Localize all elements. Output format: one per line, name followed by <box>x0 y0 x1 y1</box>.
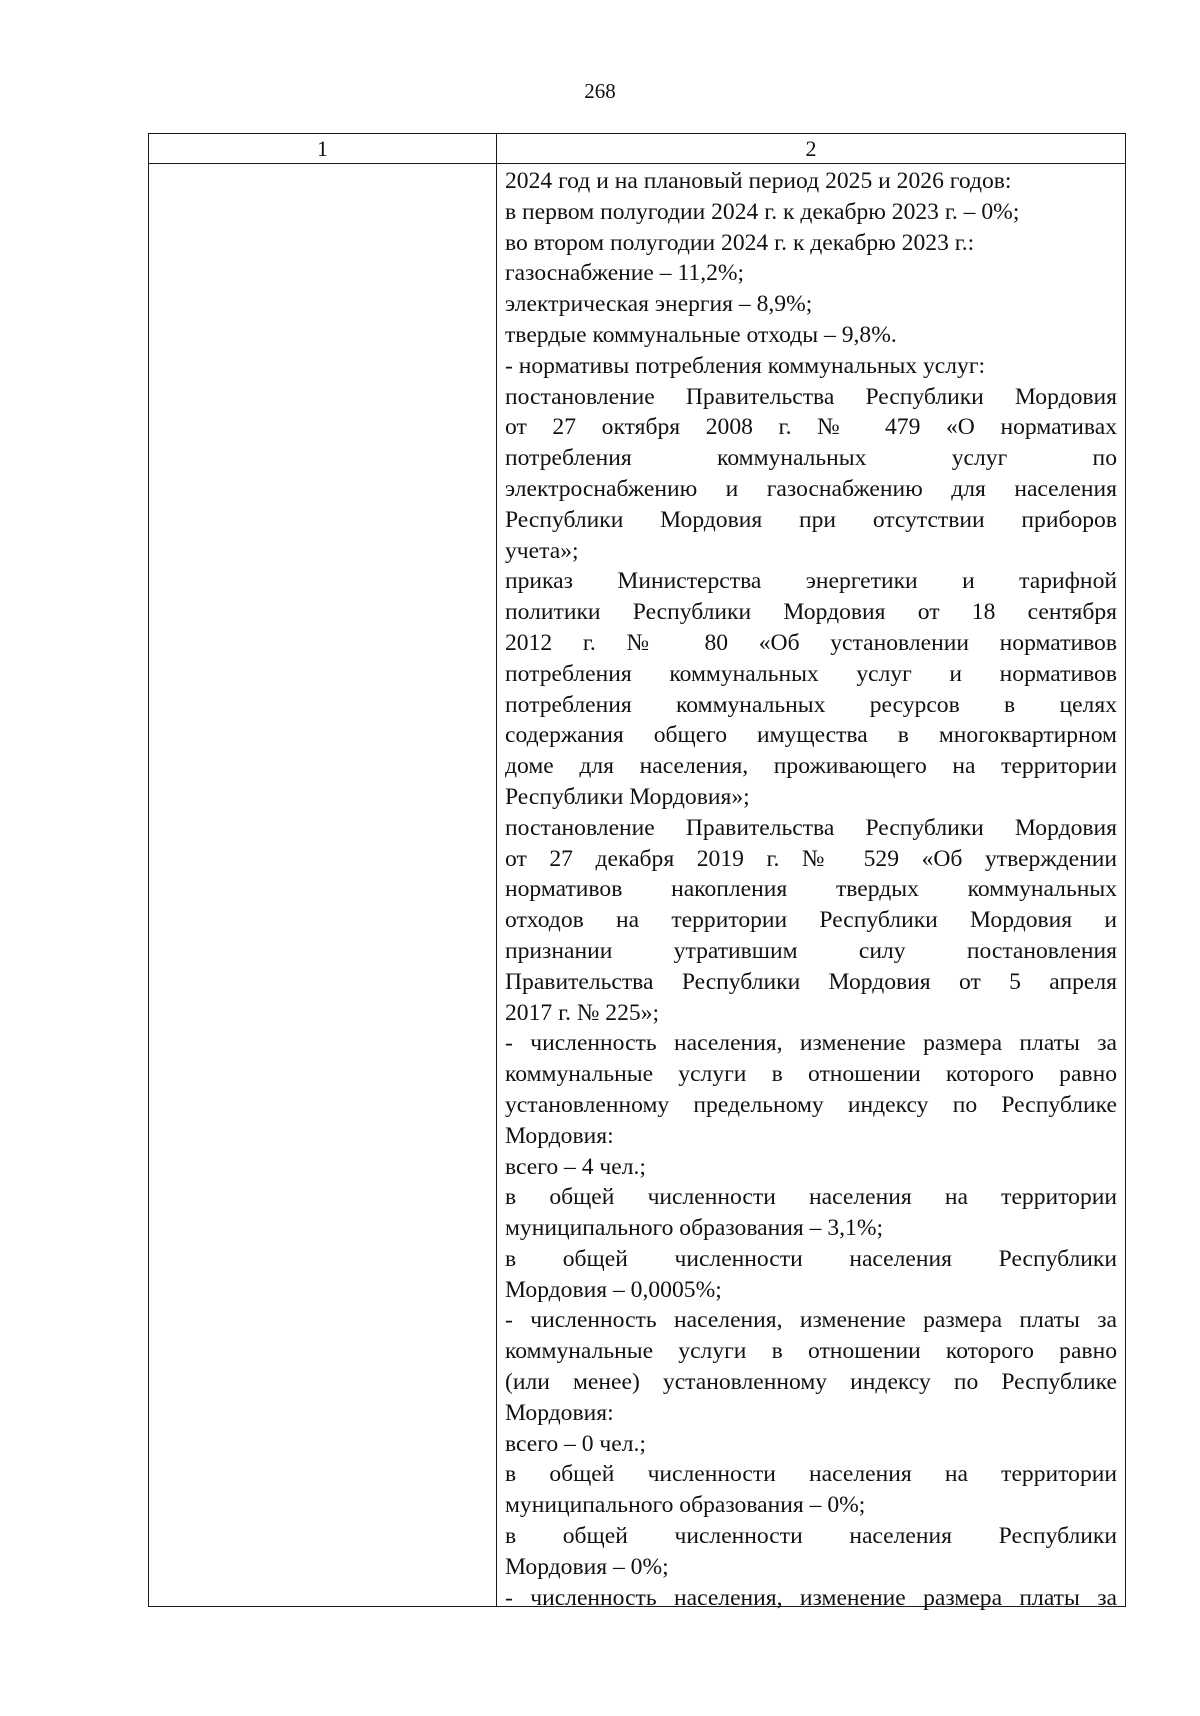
text-line: в общей численности населения Республики <box>505 1245 1117 1272</box>
text-line: приказ Министерства энергетики и тарифной <box>505 568 1117 595</box>
text-line: политики Республики Мордовия от 18 сентября <box>505 599 1117 626</box>
text-line: муниципального образования – 3,1%; <box>505 1215 884 1242</box>
text-line: от 27 декабря 2019 г. № 529 «Об утверждении <box>505 845 1117 872</box>
text-line: коммунальные услуги в отношении которого равно <box>505 1061 1117 1088</box>
text-line: от 27 октября 2008 г. № 479 «О нормативах <box>505 414 1117 441</box>
text-line: Республики Мордовия»; <box>505 783 750 810</box>
text-line: в общей численности населения Республики <box>505 1523 1117 1550</box>
text-line: 2012 г. № 80 «Об установлении нормативов <box>505 629 1117 656</box>
text-line: газоснабжение – 11,2%; <box>505 260 745 287</box>
page-number: 268 <box>584 79 616 103</box>
text-line: - нормативы потребления коммунальных услуг: <box>505 352 986 379</box>
text-line: всего – 0 чел.; <box>505 1430 646 1457</box>
document-table <box>148 133 1126 1611</box>
text-line: постановление Правительства Республики Мордовия <box>505 383 1117 410</box>
text-line: потребления коммунальных ресурсов в целях <box>505 691 1117 718</box>
text-line: содержания общего имущества в многоквартирном <box>505 722 1117 749</box>
table-header-row <box>149 134 1125 164</box>
text-line: учета»; <box>505 537 579 564</box>
table-cell-col-2 <box>505 166 1117 1613</box>
table-header-col-2: 2 <box>805 136 817 161</box>
text-line: Мордовия – 0%; <box>505 1553 669 1580</box>
text-line: муниципального образования – 0%; <box>505 1492 866 1519</box>
text-line: Мордовия – 0,0005%; <box>505 1276 722 1303</box>
text-line: потребления коммунальных услуг и нормативов <box>505 660 1117 687</box>
text-line: установленному предельному индексу по Республике <box>505 1091 1117 1118</box>
text-line: электрическая энергия – 8,9%; <box>505 291 813 318</box>
text-line: во втором полугодии 2024 г. к декабрю 2023 г.: <box>505 229 975 256</box>
text-line: потребления коммунальных услуг по <box>505 445 1117 472</box>
text-line: твердые коммунальные отходы – 9,8%. <box>505 321 897 348</box>
table-header-col-1: 1 <box>317 136 328 161</box>
text-line: Мордовия: <box>505 1399 614 1426</box>
text-line: в общей численности населения на территории <box>505 1184 1117 1211</box>
text-line: нормативов накопления твердых коммунальных <box>505 876 1117 903</box>
text-line: 2017 г. № 225»; <box>505 999 660 1026</box>
text-line: в первом полугодии 2024 г. к декабрю 2023 г. – 0%; <box>505 198 1020 225</box>
text-line: отходов на территории Республики Мордовия и <box>505 907 1117 934</box>
text-line: - численность населения, изменение размера платы за <box>505 1030 1117 1057</box>
text-line: признании утратившим силу постановления <box>505 937 1117 964</box>
text-line: доме для населения, проживающего на территории <box>505 753 1117 780</box>
text-line: коммунальные услуги в отношении которого равно <box>505 1338 1117 1365</box>
text-line: в общей численности населения на территории <box>505 1461 1117 1488</box>
text-line: - численность населения, изменение размера платы за <box>505 1584 1117 1611</box>
text-line: 2024 год и на плановый период 2025 и 2026 годов: <box>505 168 1012 194</box>
text-line: постановление Правительства Республики Мордовия <box>505 814 1117 841</box>
text-line: Мордовия: <box>505 1122 614 1149</box>
text-line: всего – 4 чел.; <box>505 1153 646 1180</box>
text-line: Республики Мордовия при отсутствии приборов <box>505 506 1117 533</box>
text-line: электроснабжению и газоснабжению для населения <box>505 475 1117 502</box>
text-line: - численность населения, изменение размера платы за <box>505 1307 1117 1334</box>
column-divider <box>496 134 497 1606</box>
text-line: (или менее) установленному индексу по Республике <box>505 1369 1117 1396</box>
text-line: Правительства Республики Мордовия от 5 апреля <box>505 968 1117 995</box>
